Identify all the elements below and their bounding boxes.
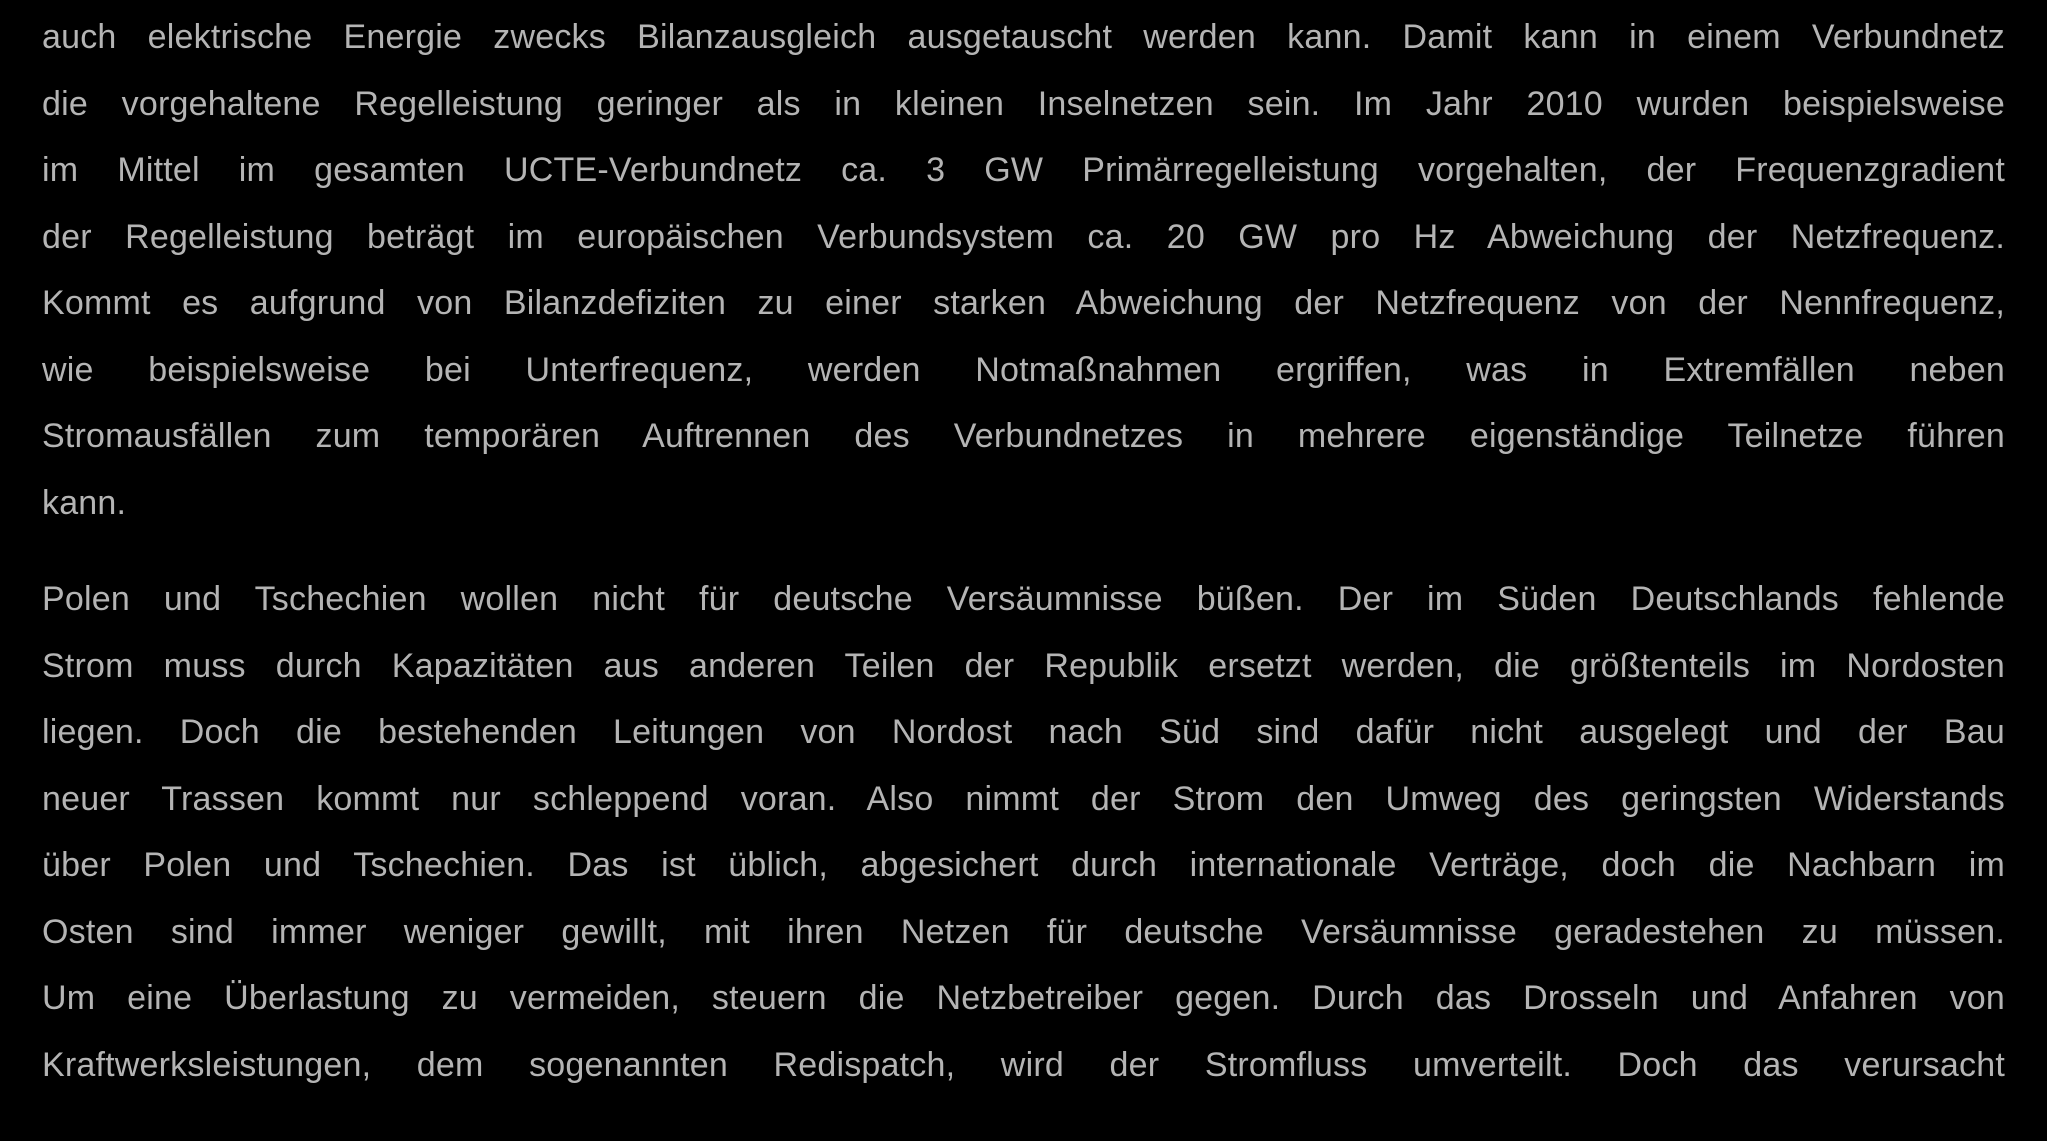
text-line: Polen und Tschechien wollen nicht für deutsche Versäumnisse büßen. Der im Süden Deutschlands fehlende (42, 580, 2005, 618)
text-line: Um eine Überlastung zu vermeiden, steuern die Netzbetreiber gegen. Durch das Drosseln und Anfahren von (42, 979, 2005, 1017)
text-line: Osten sind immer weniger gewillt, mit ihren Netzen für deutsche Versäumnisse geradestehen zu müssen. (42, 912, 2005, 951)
text-line: die vorgehaltene Regelleistung geringer als in kleinen Inselnetzen sein. Im Jahr 2010 wurden beispielsweise (42, 84, 2005, 123)
text-line: im Mittel im gesamten UCTE-Verbundnetz ca. 3 GW Primärregelleistung vorgehalten, der Frequenzgradient (42, 151, 2005, 189)
text-line: Kraftwerksleistungen, dem sogenannten Redispatch, wird der Stromfluss umverteilt. Doch das verursacht (42, 1045, 2005, 1084)
paragraph (42, 4, 2005, 536)
text-line: Stromausfällen zum temporären Auftrennen des Verbundnetzes in mehrere eigenständige Teilnetze führen (42, 417, 2005, 455)
text-line: liegen. Doch die bestehenden Leitungen von Nordost nach Süd sind dafür nicht ausgelegt und der Bau (42, 713, 2005, 751)
page-text (42, 4, 2005, 1098)
text-line: über Polen und Tschechien. Das ist üblich, abgesichert durch internationale Verträge, doch die Nachbarn im (42, 846, 2005, 884)
text-line: neuer Trassen kommt nur schleppend voran. Also nimmt der Strom den Umweg des geringsten Widerstands (42, 779, 2005, 818)
paragraph (42, 566, 2005, 1098)
text-line: auch elektrische Energie zwecks Bilanzausgleich ausgetauscht werden kann. Damit kann in einem Verbundnetz (42, 18, 2005, 56)
text-line: Kommt es aufgrund von Bilanzdefiziten zu einer starken Abweichung der Netzfrequenz von der Nennfrequenz, (42, 284, 2005, 322)
text-line: Strom muss durch Kapazitäten aus anderen Teilen der Republik ersetzt werden, die größtenteils im Nordosten (42, 646, 2005, 685)
text-line: der Regelleistung beträgt im europäischen Verbundsystem ca. 20 GW pro Hz Abweichung der Netzfrequenz. (42, 217, 2005, 256)
text-line: kann. (42, 483, 127, 522)
text-line: wie beispielsweise bei Unterfrequenz, werden Notmaßnahmen ergriffen, was in Extremfällen neben (42, 350, 2005, 389)
